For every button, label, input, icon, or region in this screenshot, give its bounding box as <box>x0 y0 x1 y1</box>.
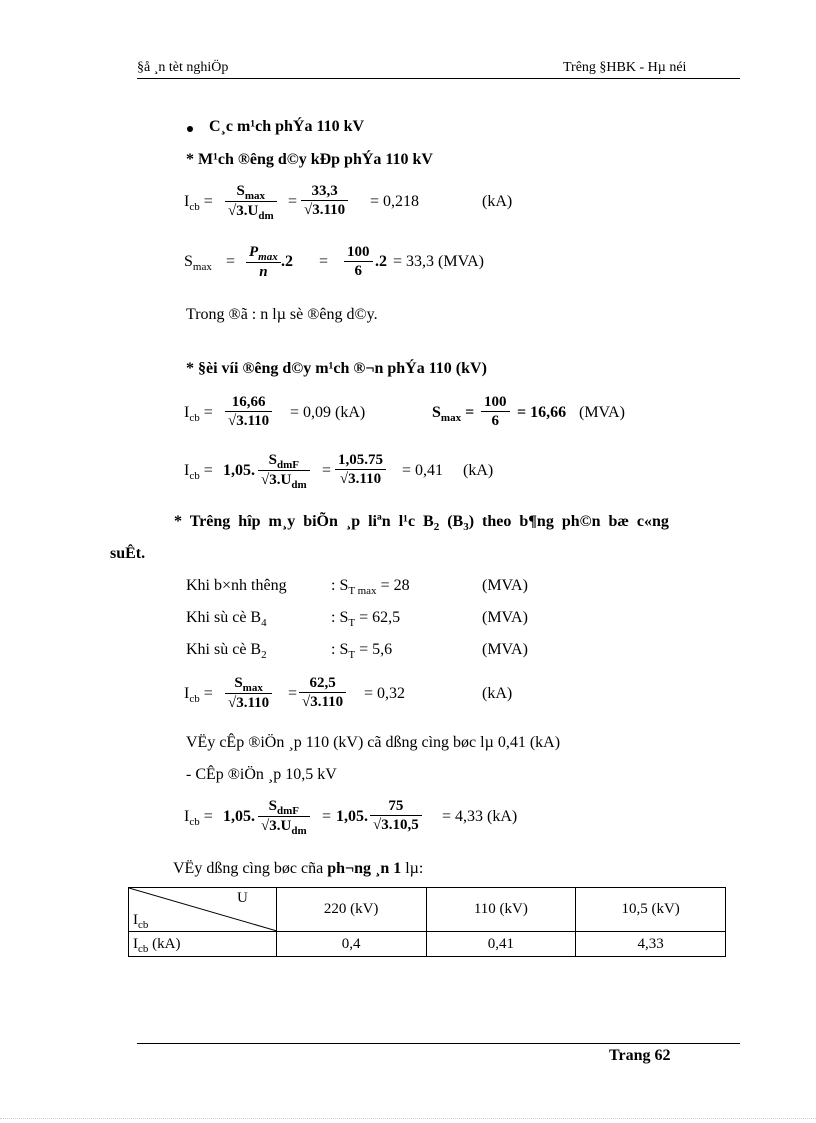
eq3-s-lhs: $S_{max}$ = <box>432 404 475 424</box>
eq2-equals: = <box>226 253 236 270</box>
eq6-fraction-2: 75 √3.10,5 <box>370 797 422 834</box>
transformer-case-paragraph-line1: * Trêng hîp m¸y biÕn ¸p liªn l¹c $B_2$ $(B_3)$ theo b¶ng ph©n bæ c«ng <box>174 513 669 533</box>
case-fault-b4-label: Khi sù cè $B_4$ <box>186 609 267 629</box>
eq1-equals: = <box>288 193 298 210</box>
table-header-cell: 10,5 (kV) <box>576 888 726 932</box>
eq2-equals-2: = <box>319 253 329 270</box>
table-corner-cell <box>129 888 277 932</box>
eq6-lhs: $I_{cb}$ = <box>184 808 213 828</box>
eq1-lhs: $I_{cb}$ = <box>184 193 213 213</box>
header-left: §å ¸n tèt nghiÖp <box>137 60 229 75</box>
case-fault-b2-label: Khi sù cè $B_2$ <box>186 641 267 661</box>
subsection-title-single-line: * §èi víi ®êng d©y m¹ch ®¬n phÝa 110 (kV) <box>186 360 487 377</box>
case-fault-b4-unit: (MVA) <box>482 609 528 626</box>
eq4-result: = 0,41 <box>402 462 444 479</box>
eq3-s-fraction: 100 6 <box>481 393 510 430</box>
case-fault-b2-unit: (MVA) <box>482 641 528 658</box>
eq1-result: = 0,218 <box>370 193 420 210</box>
eq2-result: = 33,3 (MVA) <box>393 253 484 270</box>
eq1-fraction-1: $S_{max}$ $√3.U_{dm}$ <box>225 182 277 221</box>
eq5-lhs: $I_{cb}$ = <box>184 685 213 705</box>
table-cell: 0,41 <box>426 932 576 957</box>
eq6-coef-2: 1,05. <box>336 808 368 825</box>
eq4-unit: (kA) <box>463 462 494 479</box>
table-row-label: $I_{cb}$ (kA) <box>129 932 277 957</box>
eq2-lhs: $S_{max}$ <box>184 253 212 273</box>
table-cell: 0,4 <box>276 932 426 957</box>
eq3-s-result: = 16,66 <box>517 404 567 421</box>
eq2-multiplier-1: .2 <box>281 253 293 270</box>
case-normal-label: Khi b×nh thêng <box>186 577 287 594</box>
eq5-result: = 0,32 <box>364 685 406 702</box>
eq4-lhs: $I_{cb}$ = <box>184 462 213 482</box>
conclusion-110kv: VËy cÊp ®iÖn ¸p 110 (kV) cã dßng cìng bøc lµ 0,41 (kA) <box>186 734 561 751</box>
eq4-equals: = <box>322 462 332 479</box>
corner-u-label: U <box>236 890 248 906</box>
page-number: Trang 62 <box>609 1047 671 1064</box>
eq4-fraction-2: 1,05.75 √3.110 <box>335 451 386 488</box>
eq3-s-unit: (MVA) <box>579 404 625 421</box>
eq5-fraction-1: $S_{max}$ √3.110 <box>225 674 272 712</box>
table-header-cell: 110 (kV) <box>426 888 576 932</box>
table-header-row <box>129 888 726 932</box>
eq2-fraction-1: $P_{max}$ n <box>246 243 281 281</box>
eq3-fraction: 16,66 √3.110 <box>225 393 272 430</box>
header-rule <box>137 78 740 79</box>
results-table <box>128 887 726 957</box>
eq4-coef: 1,05. <box>223 462 255 479</box>
section-title: C¸c m¹ch phÝa 110 kV <box>209 118 365 135</box>
corner-icb-label: $I_{cb}$ <box>133 912 149 931</box>
section-10-5kv: - CÊp ®iÖn ¸p 10,5 kV <box>186 766 337 783</box>
eq3-lhs: $I_{cb}$ = <box>184 404 213 424</box>
note-n-lines: Trong ®ã : n lµ sè ®êng d©y. <box>186 306 378 323</box>
eq1-fraction-2: 33,3 √3.110 <box>301 182 348 219</box>
eq5-unit: (kA) <box>482 685 513 702</box>
diagonal-line <box>129 888 277 931</box>
eq2-multiplier-2: .2 <box>375 253 387 270</box>
table-row <box>129 932 726 957</box>
eq6-result: = 4,33 (kA) <box>442 808 518 825</box>
eq6-coef: 1,05. <box>223 808 255 825</box>
eq6-equals: = <box>322 808 332 825</box>
eq3-result: = 0,09 (kA) <box>290 404 366 421</box>
page-bottom-edge <box>0 1118 816 1119</box>
eq5-equals: = <box>288 685 298 702</box>
transformer-case-paragraph-line2: suÊt. <box>110 545 146 562</box>
case-normal-value: : $S_{T max} = 28$ <box>331 577 410 597</box>
eq2-fraction-2: 100 6 <box>344 243 373 280</box>
bullet-icon <box>187 126 193 132</box>
eq4-fraction-1: $S_{dmF}$ $√3.U_{dm}$ <box>258 451 310 490</box>
eq5-fraction-2: 62,5 √3.110 <box>299 674 346 711</box>
case-fault-b2-value: : $S_T = 5,6$ <box>331 641 393 661</box>
table-header-cell: 220 (kV) <box>276 888 426 932</box>
table-cell: 4,33 <box>576 932 726 957</box>
case-fault-b4-value: : $S_T = 62,5$ <box>331 609 401 629</box>
eq1-unit: (kA) <box>482 193 513 210</box>
subsection-title-double-line: * M¹ch ®êng d©y kÐp phÝa 110 kV <box>186 151 433 168</box>
eq6-fraction-1: $S_{dmF}$ $√3.U_{dm}$ <box>258 797 310 836</box>
footer-rule <box>137 1043 740 1044</box>
header-right: Trêng §HBK - Hµ néi <box>563 60 687 75</box>
conclusion-table-intro: VËy dßng cìng bøc cña ph¬ng ¸n 1 lµ: <box>173 860 424 877</box>
case-normal-unit: (MVA) <box>482 577 528 594</box>
